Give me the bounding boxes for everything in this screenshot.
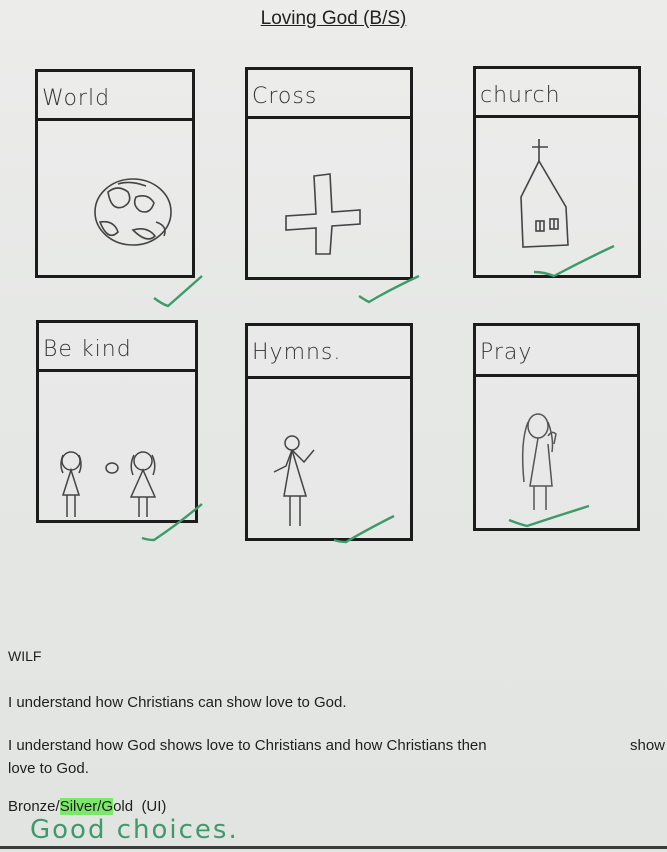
page-title: Loving God (B/S) [260, 8, 407, 29]
grade-gold-initial: G [101, 798, 114, 815]
singing-person-icon [248, 326, 410, 538]
globe-icon [38, 72, 192, 275]
grade-ui: (UI) [141, 798, 167, 815]
grade-line [8, 798, 166, 815]
panel-label: Hymns. [252, 340, 342, 365]
panel-label: Cross [252, 84, 318, 109]
wilf-line-2: I understand how God shows love to Christians and how Christians then [8, 737, 487, 754]
praying-person-icon [476, 326, 637, 528]
wilf-line-3: love to God. [8, 760, 89, 777]
tick-mark-icon [138, 500, 208, 546]
panel-hymns [245, 323, 413, 541]
panel-cross [245, 67, 413, 280]
panel-label: church [480, 83, 561, 108]
teacher-comment: Good choices. [30, 815, 239, 845]
tick-mark-icon [505, 500, 595, 530]
wilf-line-1: I understand how Christians can show love to God. [8, 694, 347, 711]
panel-label: Pray [480, 340, 533, 365]
panel-label: Be kind [43, 337, 132, 362]
cross-icon [248, 70, 410, 277]
panel-label: World [42, 86, 111, 111]
tick-mark-icon [355, 272, 425, 308]
tick-mark-icon [330, 512, 400, 548]
wilf-line-2-end: show [630, 737, 666, 754]
bottom-rule [0, 846, 667, 849]
panel-be-kind [36, 320, 198, 523]
tick-mark-icon [150, 272, 210, 312]
tick-mark-icon [530, 242, 620, 282]
grade-silver: Silver/ [59, 798, 102, 815]
grade-bronze: Bronze/ [8, 798, 60, 815]
grade-gold-rest: old [113, 798, 134, 815]
panel-world [35, 69, 195, 278]
wilf-heading: WILF [8, 648, 42, 664]
two-children-icon [39, 323, 195, 520]
